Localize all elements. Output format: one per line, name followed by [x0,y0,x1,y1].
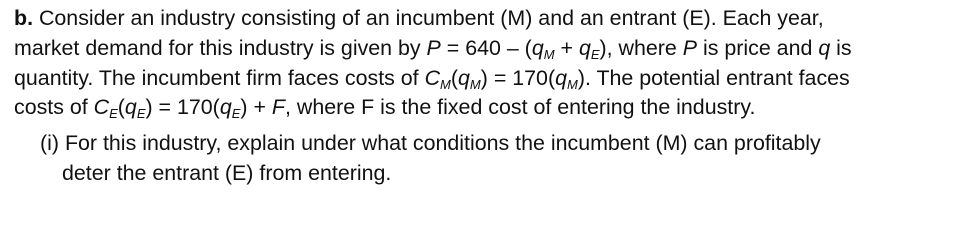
subscript-m: M [440,76,451,92]
quantity-variable: q [219,95,232,120]
text-segment: ) = 170( [145,95,220,120]
quantity-variable: q [818,35,831,60]
cost-variable: C [93,95,110,120]
sub-question-line-2: deter the entrant (E) from entering. [62,161,392,185]
text-segment: is [830,35,852,60]
quantity-variable: q [124,95,137,120]
quantity-variable: q [555,65,567,90]
quantity-variable: q [458,65,470,90]
problem-statement [14,4,970,123]
fixed-cost-variable: F [271,95,285,120]
text-segment: quantity. The incumbent firm faces costs of [14,65,425,90]
subscript-e: E [109,106,118,122]
text-segment: ), where [599,35,683,60]
subscript-m: M [469,76,481,92]
quantity-variable: q [578,35,591,60]
problem-line-1 [14,4,970,34]
problem-line-3 [14,64,970,94]
subscript-m: M [543,46,555,62]
text-segment: + [554,35,579,60]
sub-question-line-1: (i) For this industry, explain under what conditions the incumbent (M) can profitably [40,131,821,155]
text-segment: costs of [14,95,94,120]
text-segment: ) + [240,95,272,120]
problem-line-2 [14,34,970,64]
problem-line-4 [14,93,970,123]
quantity-variable: q [531,35,544,60]
text-segment: ) = 170( [480,65,556,90]
price-variable: P [682,35,698,60]
problem-line-1-text: Consider an industry consisting of an incumbent (M) and an entrant (E). Each year, [33,6,824,30]
text-segment: ( [450,65,458,90]
price-variable: P [426,35,441,60]
subscript-m: M [566,76,578,92]
cost-variable: C [424,65,441,90]
subscript-e: E [590,46,600,62]
text-segment: ( [117,95,125,120]
subscript-e: E [231,106,241,122]
text-segment: ). The potential entrant faces [577,65,850,90]
sub-question-i [40,128,960,188]
text-segment: market demand for this industry is given by [14,35,427,60]
text-segment: = 640 – ( [440,35,532,60]
subscript-e: E [136,106,146,122]
text-segment: is price and [697,35,819,60]
problem-label: b. [14,6,34,30]
text-segment: , where F is the fixed cost of entering the industry. [284,95,756,120]
